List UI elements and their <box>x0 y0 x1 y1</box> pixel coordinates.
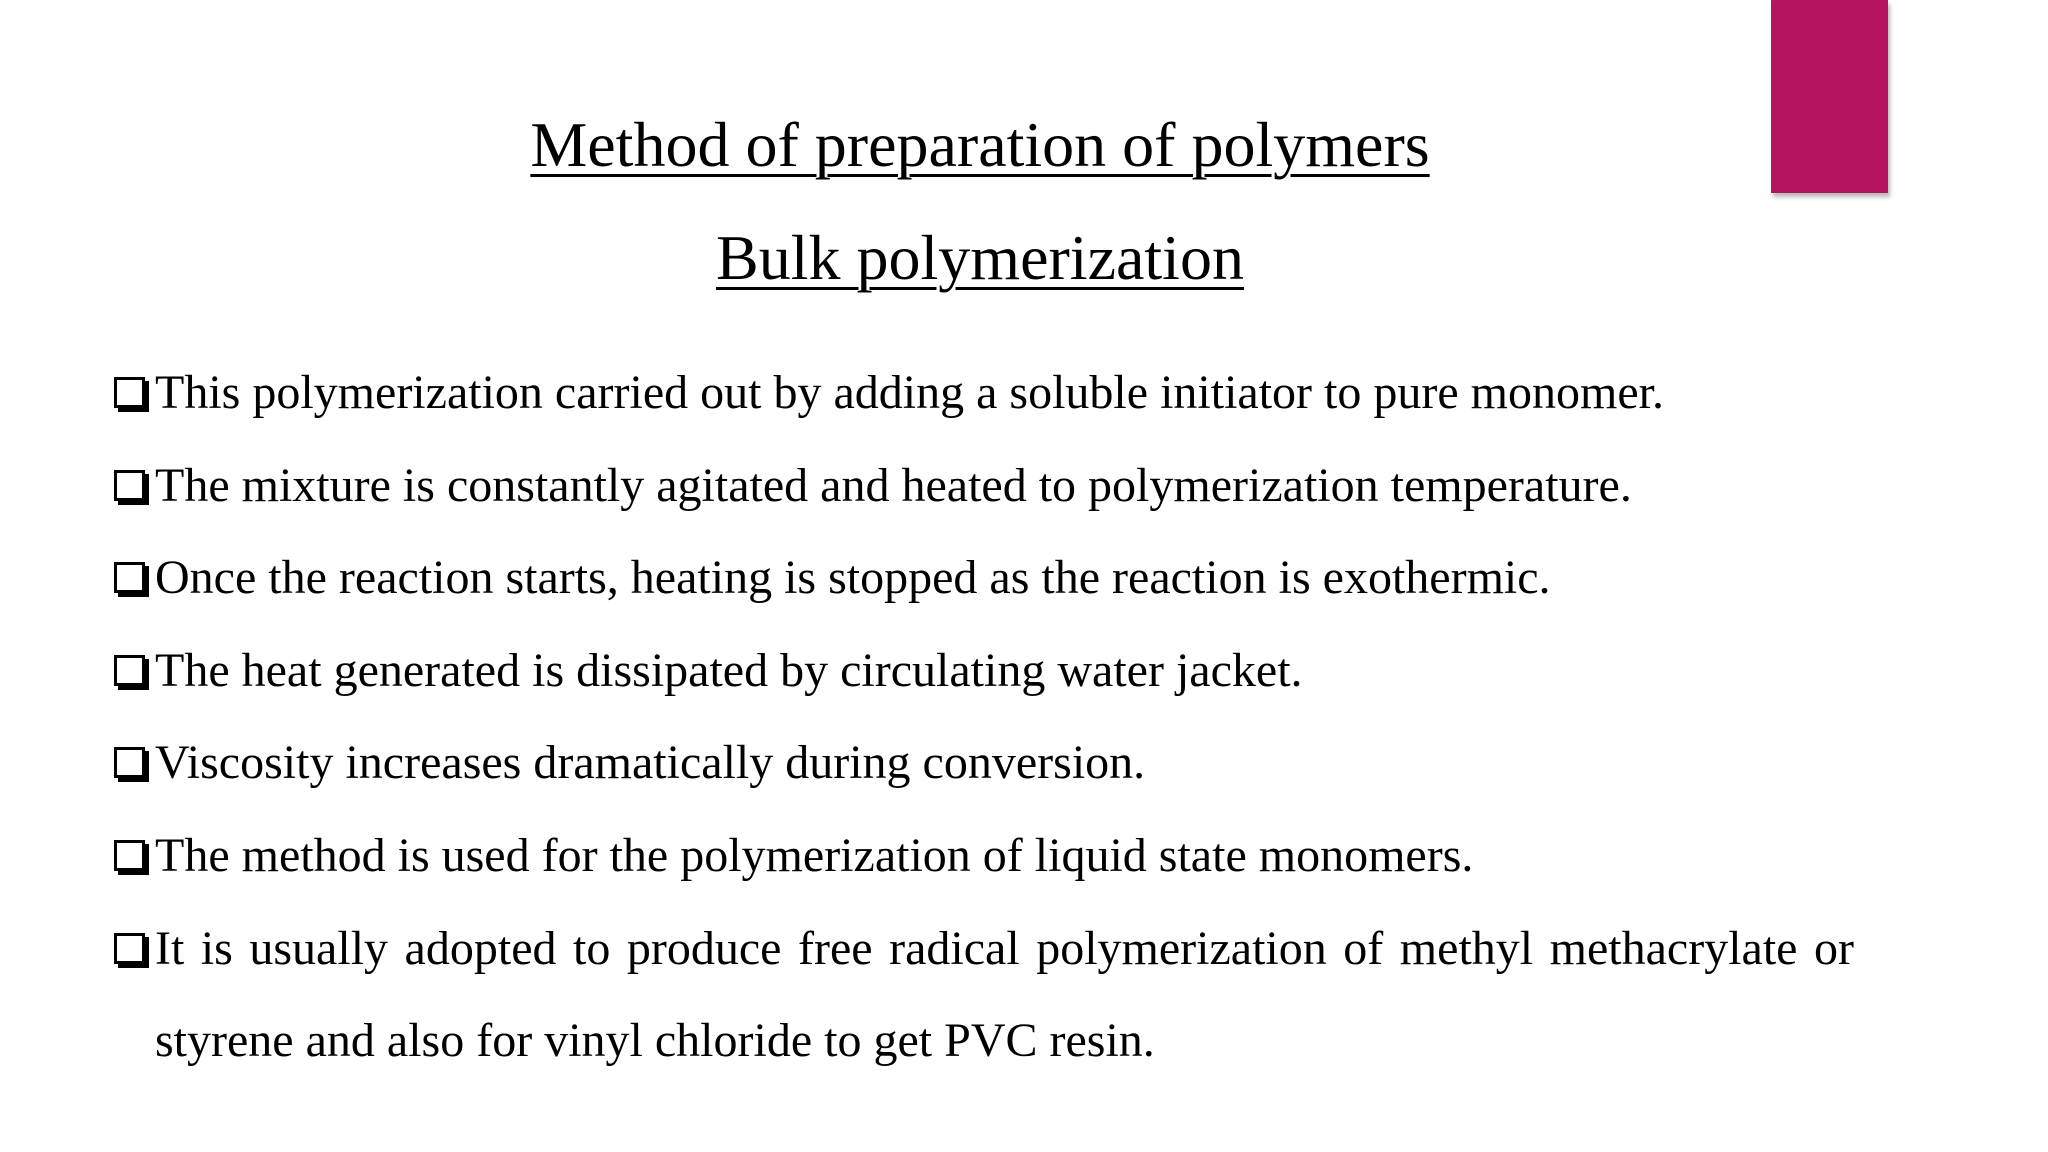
hollow-square-icon <box>114 470 145 501</box>
bullet-item <box>112 903 1854 1088</box>
bullet-item <box>112 440 1854 533</box>
bullet-text: Viscosity increases dramatically during conversion. <box>155 736 1146 790</box>
hollow-square-icon <box>114 655 145 686</box>
hollow-square-icon <box>114 933 145 964</box>
bullet-item <box>112 625 1854 718</box>
hollow-square-icon <box>114 377 145 408</box>
bullet-text: The heat generated is dissipated by circulating water jacket. <box>155 643 1303 697</box>
bullet-item <box>112 717 1854 810</box>
bullet-list <box>112 347 1854 1088</box>
bullet-item <box>112 810 1854 903</box>
hollow-square-icon <box>114 562 145 593</box>
hollow-square-icon <box>114 840 145 871</box>
bullet-text: It is usually adopted to produce free radical polymerization of methyl methacrylate or styrene and also for vinyl chloride to get PVC resin. <box>155 921 1854 1068</box>
bullet-item <box>112 347 1854 440</box>
slide-title: Method of preparation of polymers <box>530 109 1430 180</box>
bullet-item <box>112 532 1854 625</box>
bullet-text: This polymerization carried out by adding a soluble initiator to pure monomer. <box>155 366 1664 419</box>
bullet-text: The method is used for the polymerization of liquid state monomers. <box>155 828 1474 882</box>
slide-subtitle: Bulk polymerization <box>716 222 1244 293</box>
bullet-text: Once the reaction starts, heating is stopped as the reaction is exothermic. <box>155 551 1551 605</box>
hollow-square-icon <box>114 747 145 778</box>
bullet-text: The mixture is constantly agitated and heated to polymerization temperature. <box>155 458 1632 512</box>
